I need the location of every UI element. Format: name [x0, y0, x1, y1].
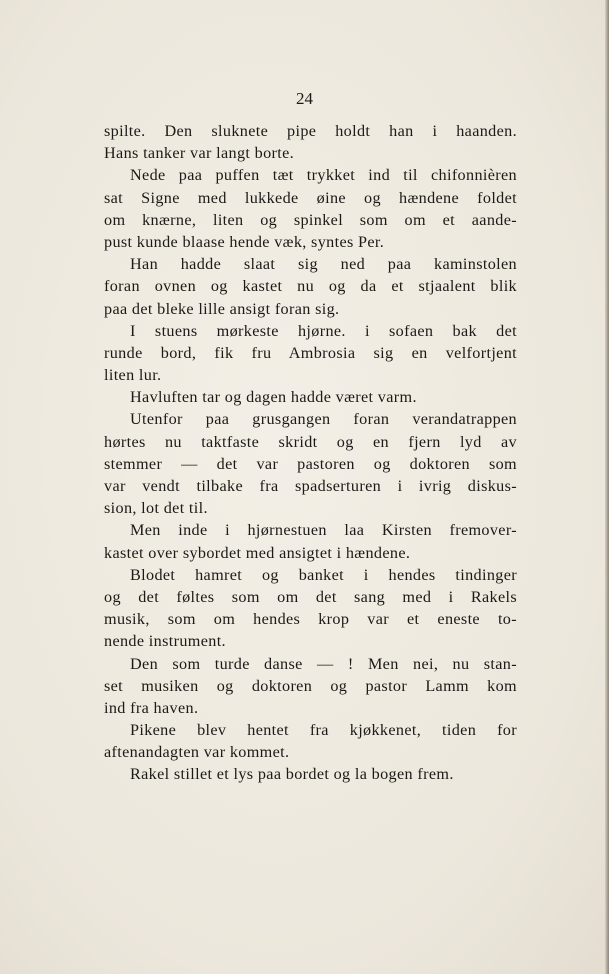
- text-line: Hans tanker var langt borte.: [104, 144, 295, 163]
- page-number: 24: [296, 89, 313, 108]
- text-line: nende instrument.: [104, 632, 226, 651]
- text-line: spilte. Den sluknete pipe holdt han i haanden.: [104, 122, 517, 140]
- text-line: aftenandagten var kommet.: [104, 743, 290, 762]
- text-line: set musiken og doktoren og pastor Lamm kom: [104, 676, 517, 695]
- body-text: [104, 120, 517, 786]
- text-line: sat Signe med lukkede øine og hændene foldet: [104, 188, 517, 207]
- text-line: Nede paa puffen tæt trykket ind til chifonnièren: [130, 166, 517, 185]
- text-line: sion, lot det til.: [104, 499, 208, 518]
- text-line: Havluften tar og dagen hadde været varm.: [130, 388, 417, 407]
- text-line: Utenfor paa grusgangen foran verandatrappen: [130, 410, 517, 429]
- page-edge-shadow: [605, 0, 609, 974]
- text-line: foran ovnen og kastet nu og da et stjaalent blik: [104, 277, 517, 296]
- text-line: musik, som om hendes krop var et eneste to-: [104, 610, 517, 629]
- text-line: og det føltes som om det sang med i Rakels: [104, 587, 517, 606]
- text-line: Men inde i hjørnestuen laa Kirsten fremover-: [130, 521, 517, 540]
- text-line: stemmer — det var pastoren og doktoren som: [104, 454, 517, 473]
- text-line: hørtes nu taktfaste skridt og en fjern lyd av: [104, 432, 517, 451]
- text-line: var vendt tilbake fra spadserturen i ivrig diskus-: [104, 477, 517, 495]
- text-line: runde bord, fik fru Ambrosia sig en velfortjent: [104, 343, 517, 362]
- text-line: liten lur.: [104, 366, 162, 385]
- text-line: Pikene blev hentet fra kjøkkenet, tiden for: [130, 721, 517, 740]
- text-line: Rakel stillet et lys paa bordet og la bogen frem.: [130, 765, 454, 784]
- text-line: Den som turde danse — ! Men nei, nu stan-: [130, 654, 517, 673]
- text-line: paa det bleke lille ansigt foran sig.: [104, 299, 340, 318]
- text-line: om knærne, liten og spinkel som om et aande-: [104, 210, 517, 229]
- text-line: pust kunde blaase hende væk, syntes Per.: [104, 232, 385, 251]
- text-line: Han hadde slaat sig ned paa kaminstolen: [130, 255, 517, 274]
- text-line: ind fra haven.: [104, 698, 199, 717]
- text-line: I stuens mørkeste hjørne. i sofaen bak det: [130, 321, 517, 340]
- text-line: Blodet hamret og banket i hendes tindinger: [130, 565, 517, 584]
- text-line: kastet over sybordet med ansigtet i hændene.: [104, 543, 411, 562]
